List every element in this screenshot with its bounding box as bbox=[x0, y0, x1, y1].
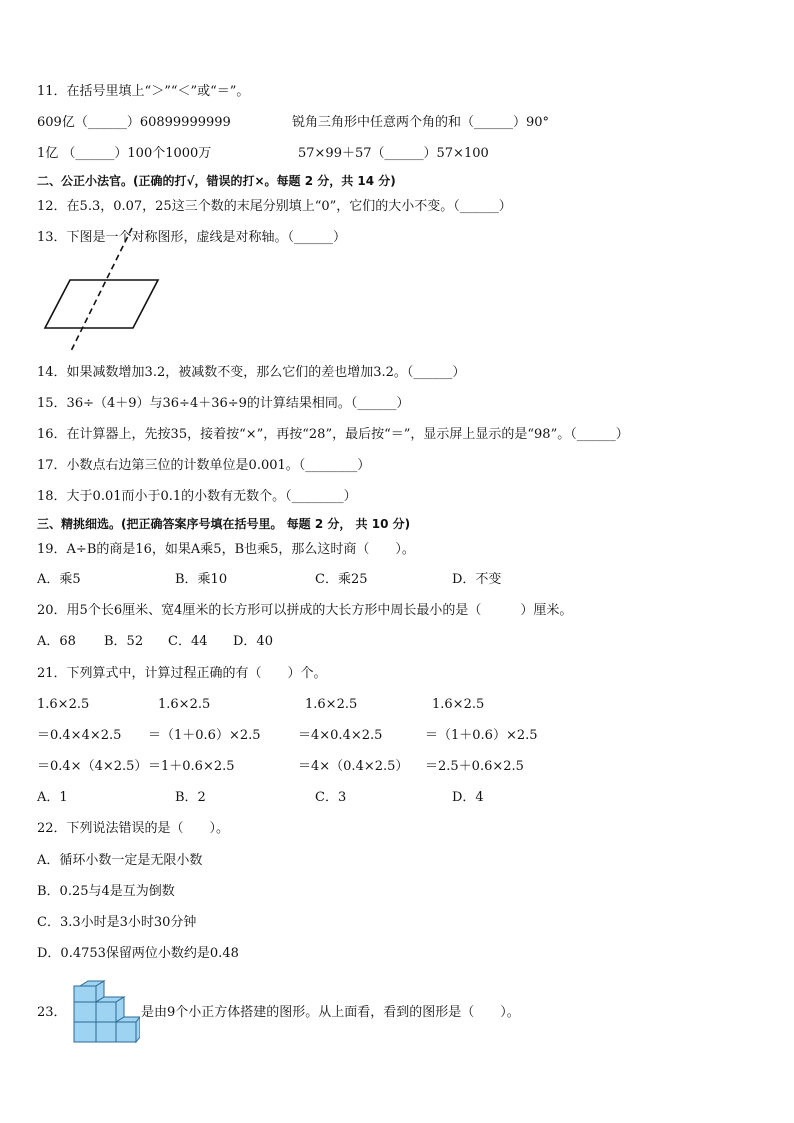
q11-row1-right: 锐角三角形中任意两个角的和（______）90° bbox=[292, 115, 550, 130]
q18: 18．大于0.01而小于0.1的小数有无数个。（________） bbox=[37, 489, 357, 504]
q22-option-a: A．循环小数一定是无限小数 bbox=[37, 853, 203, 868]
q21-calc-2-2: ＝（1＋0.6）×2.5 bbox=[148, 728, 261, 743]
q22-option-c: C．3.3小时是3小时30分钟 bbox=[37, 915, 197, 930]
q21-option-c: C．3 bbox=[315, 790, 347, 805]
q19-option-b: B．乘10 bbox=[175, 572, 228, 587]
q21-calc-4-3: ＝2.5＋0.6×2.5 bbox=[425, 759, 524, 774]
q17: 17．小数点右边第三位的计数单位是0.001。（________） bbox=[37, 458, 371, 473]
q21-calc-1-2: ＝0.4×4×2.5 bbox=[37, 728, 122, 743]
q20-stem: 20．用5个长6厘米、宽4厘米的长方形可以拼成的大长方形中周长最小的是（ ）厘米。 bbox=[37, 603, 573, 618]
q21-calc-4-1: 1.6×2.5 bbox=[432, 697, 485, 712]
section-2-heading: 二、公正小法官。(正确的打√，错误的打×。每题 2 分，共 14 分) bbox=[37, 174, 396, 188]
q19-stem: 19．A÷B的商是16，如果A乘5，B也乘5，那么这时商（ ）。 bbox=[37, 542, 415, 557]
q19-option-a: A．乘5 bbox=[37, 572, 81, 587]
q21-stem: 21．下列算式中，计算过程正确的有（ ）个。 bbox=[37, 666, 327, 681]
q21-option-b: B．2 bbox=[175, 790, 206, 805]
q21-option-d: D．4 bbox=[452, 790, 484, 805]
q11-row2-left: 1亿 （______）100个1000万 bbox=[37, 146, 212, 161]
q23-stem: 是由9个小正方体搭建的图形。从上面看，看到的图形是（ ）。 bbox=[141, 1005, 520, 1020]
parallelogram-figure bbox=[40, 225, 170, 355]
q21-calc-2-3: ＝1＋0.6×2.5 bbox=[148, 759, 235, 774]
q21-calc-2-1: 1.6×2.5 bbox=[158, 697, 211, 712]
q21-calc-3-2: ＝4×0.4×2.5 bbox=[298, 728, 383, 743]
q20-option-a: A．68 bbox=[37, 634, 76, 649]
q16: 16．在计算器上，先按35，接着按“×”，再按“28”，最后按“＝”，显示屏上显示的是“98”。（______） bbox=[37, 427, 629, 442]
q19-option-c: C．乘25 bbox=[315, 572, 368, 587]
q23-number: 23． bbox=[37, 1005, 67, 1020]
q15: 15．36÷（4＋9）与36÷4＋36÷9的计算结果相同。（______） bbox=[37, 396, 410, 411]
q22-option-b: B．0.25与4是互为倒数 bbox=[37, 884, 175, 899]
q21-calc-1-1: 1.6×2.5 bbox=[37, 697, 90, 712]
q21-calc-4-2: ＝（1＋0.6）×2.5 bbox=[425, 728, 538, 743]
q21-option-a: A．1 bbox=[37, 790, 68, 805]
q20-option-c: C．44 bbox=[168, 634, 208, 649]
q14: 14．如果减数增加3.2，被减数不变，那么它们的差也增加3.2。（______） bbox=[37, 365, 466, 380]
q12: 12．在5.3，0.07，25这三个数的末尾分别填上“0”，它们的大小不变。（______） bbox=[37, 199, 512, 214]
section-3-heading: 三、精挑细选。(把正确答案序号填在括号里。 每题 2 分， 共 10 分) bbox=[37, 517, 411, 531]
q21-calc-3-3: ＝4×（0.4×2.5） bbox=[298, 759, 409, 774]
q22-option-d: D．0.4753保留两位小数约是0.48 bbox=[37, 946, 239, 961]
q19-option-d: D．不变 bbox=[452, 572, 502, 587]
q20-option-d: D．40 bbox=[233, 634, 273, 649]
cube-stack-figure bbox=[68, 980, 140, 1046]
q11-row1-left: 609亿（______）60899999999 bbox=[37, 115, 231, 130]
q11-row2-right: 57×99＋57（______）57×100 bbox=[298, 146, 489, 161]
q21-calc-3-1: 1.6×2.5 bbox=[305, 697, 358, 712]
q21-calc-1-3: ＝0.4×（4×2.5） bbox=[37, 759, 148, 774]
q11-title: 11．在括号里填上“＞”“＜”或“＝”。 bbox=[37, 84, 250, 99]
q22-stem: 22．下列说法错误的是（ ）。 bbox=[37, 821, 230, 836]
q13: 13．下图是一个对称图形，虚线是对称轴。（______） bbox=[37, 230, 347, 245]
q20-option-b: B．52 bbox=[104, 634, 144, 649]
